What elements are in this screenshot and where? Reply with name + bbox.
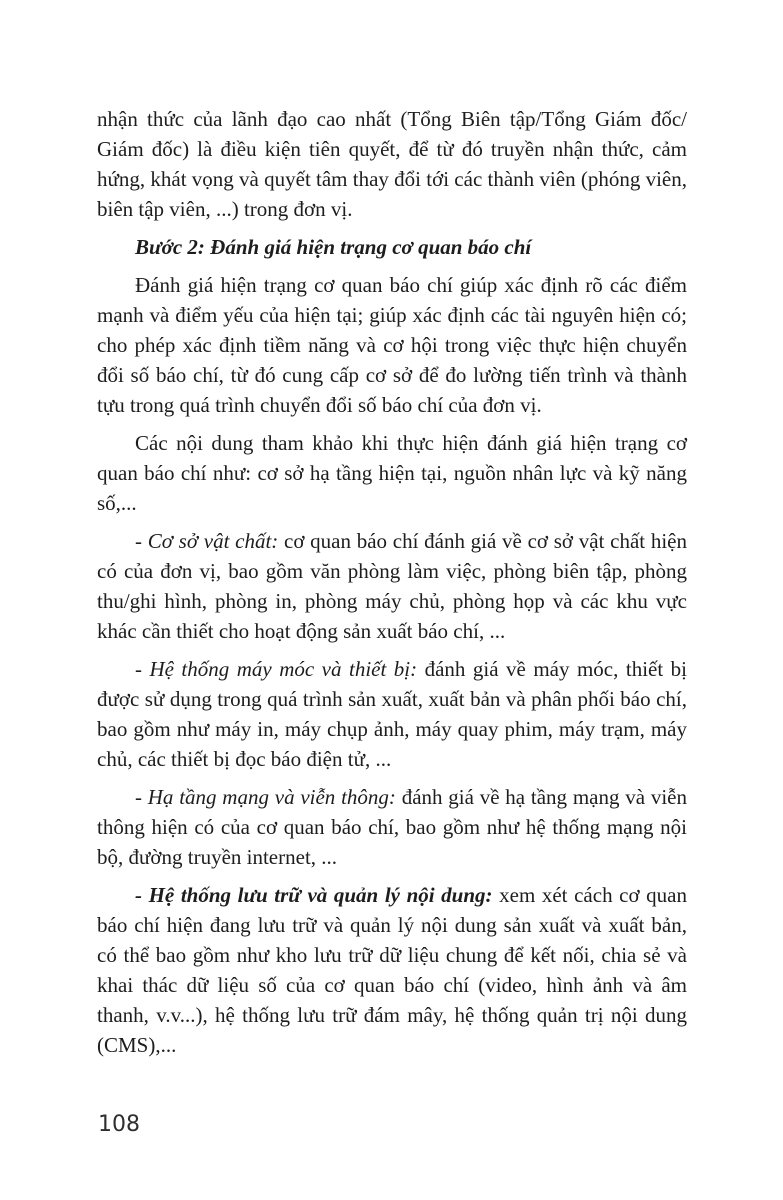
bullet-lead: - Cơ sở vật chất: [135,529,279,553]
bullet-item-storage-cms [97,880,687,1060]
paragraph-assessment-contents: Các nội dung tham khảo khi thực hiện đánh giá hiện trạng cơ quan báo chí như: cơ sở hạ tầng hiện tại, nguồn nhân lực và kỹ năng số,... [97,431,687,515]
step-2-heading: Bước 2: Đánh giá hiện trạng cơ quan báo chí [135,235,532,259]
bullet-body: đánh giá về hạ tầng mạng và viễn thông hiện có của cơ quan báo chí, bao gồm như hệ thống mạng nội bộ, đường truyền internet, ... [97,785,687,869]
bullet-item-network-telecom [97,782,687,872]
bullet-lead: - Hệ thống máy móc và thiết bị: [135,657,418,681]
page-content [97,104,687,1068]
bullet-lead: - Hạ tầng mạng và viễn thông: [135,785,396,809]
bullet-item-equipment [97,654,687,774]
bullet-body: đánh giá về máy móc, thiết bị được sử dụng trong quá trình sản xuất, xuất bản và phân phối báo chí, bao gồm như máy in, máy chụp ảnh, máy quay phim, máy trạm, máy chủ, các thiết bị đọc báo điện tử, ... [97,657,687,771]
bullet-item-facilities [97,526,687,646]
paragraph-assessment-purpose: Đánh giá hiện trạng cơ quan báo chí giúp xác định rõ các điểm mạnh và điểm yếu của hiện tại; giúp xác định các tài nguyên hiện có; cho phép xác định tiềm năng và cơ hội trong việc thực hiện chuyển đổi số báo chí, từ đó cung cấp cơ sở để đo lường tiến trình và thành tựu trong quá trình chuyển đổi số báo chí của đơn vị. [97,273,687,417]
page-number: 108 [98,1112,140,1137]
bullet-lead: - Hệ thống lưu trữ và quản lý nội dung: [135,883,493,907]
bullet-body: cơ quan báo chí đánh giá về cơ sở vật chất hiện có của đơn vị, bao gồm văn phòng làm việc, phòng biên tập, phòng thu/ghi hình, phòng in, phòng máy chủ, phòng họp và các khu vực khác cần thiết cho hoạt động sản xuất báo chí, ... [97,529,687,643]
bullet-body: xem xét cách cơ quan báo chí hiện đang lưu trữ và quản lý nội dung sản xuất và xuất bản, có thể bao gồm như kho lưu trữ dữ liệu chung để kết nối, chia sẻ và khai thác dữ liệu số của cơ quan báo chí (video, hình ảnh và âm thanh, v.v...), hệ thống lưu trữ đám mây, hệ thống quản trị nội dung (CMS),... [97,883,687,1057]
paragraph-continuation: nhận thức của lãnh đạo cao nhất (Tổng Biên tập/Tổng Giám đốc/ Giám đốc) là điều kiện tiên quyết, để từ đó truyền nhận thức, cảm hứng, khát vọng và quyết tâm thay đổi tới các thành viên (phóng viên, biên tập viên, ...) trong đơn vị. [97,107,687,221]
